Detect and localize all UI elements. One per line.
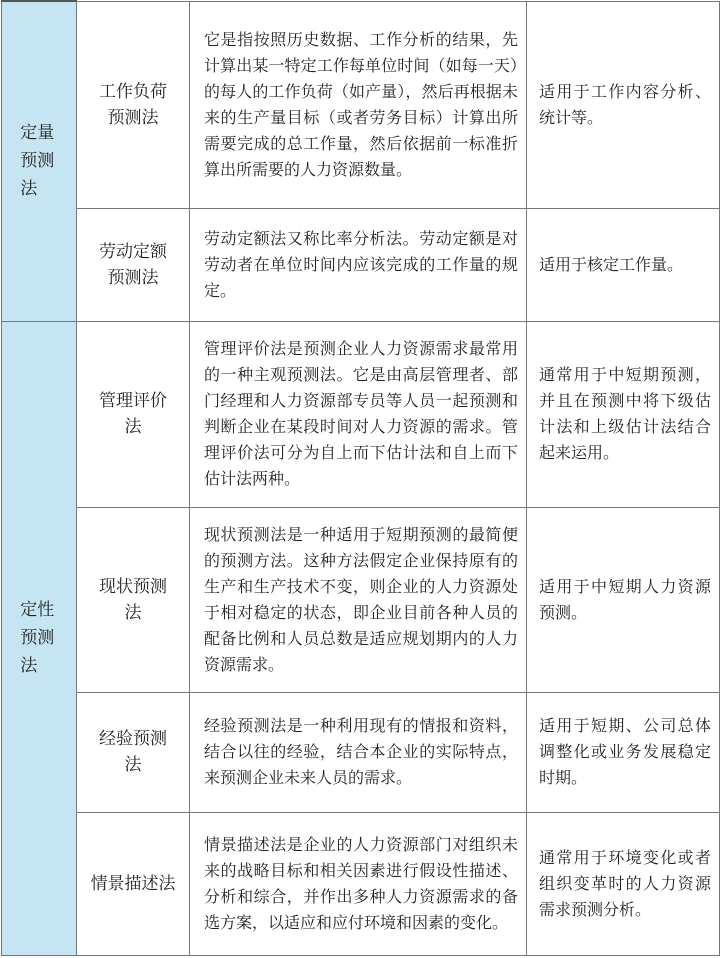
category-cell [2,321,77,955]
usage-cell: 适用于核定工作量。 [527,208,720,321]
method-name: 劳动定额预测法 [98,241,167,288]
table-row [2,321,720,507]
method-name-cell [77,812,190,955]
category-label: 定量预测法 [20,123,55,200]
usage-cell: 适用于工作内容分析、统计等。 [527,1,720,208]
method-name: 工作负荷预测法 [98,81,167,128]
forecast-methods-table [1,0,720,956]
category-cell [2,1,77,321]
table-row [2,208,720,321]
method-name-cell [77,507,190,692]
description-cell: 管理评价法是预测企业人力资源需求最常用的一种主观预测法。它是由高层管理者、部门经理和人力资源部专员等人员一起预测和判断企业在某段时间对人力资源的需求。管理评价法可分为自上而下估计法和自上而下估计法两种。 [190,321,527,507]
category-label: 定性预测法 [20,600,55,676]
table-row [2,692,720,812]
table-row [2,1,720,208]
method-name-cell [77,208,190,321]
table-row [2,812,720,955]
method-name-cell [77,321,190,507]
usage-cell: 适用于短期、公司总体调整化或业务发展稳定时期。 [527,692,720,812]
description-cell: 它是指按照历史数据、工作分析的结果，先计算出某一特定工作每单位时间（如每一天）的每人的工作负荷（如产量），然后再根据未来的生产量目标（或者劳务目标）计算出所需要完成的总工作量，然后依据前一标准折算出所需要的人力资源数量。 [190,1,527,208]
table-row [2,507,720,692]
method-name: 现状预测法 [98,576,167,623]
usage-cell: 通常用于中短期预测，并且在预测中将下级估计法和上级估计法结合起来运用。 [527,321,720,507]
description-cell: 劳动定额法又称比率分析法。劳动定额是对劳动者在单位时间内应该完成的工作量的规定。 [190,208,527,321]
method-name: 情景描述法 [90,873,176,894]
usage-cell: 适用于中短期人力资源预测。 [527,507,720,692]
description-cell: 经验预测法是一种利用现有的情报和资料，结合以往的经验，结合本企业的实际特点，来预测企业未来人员的需求。 [190,692,527,812]
method-name-cell [77,692,190,812]
method-name-cell [77,1,190,208]
method-name: 经验预测法 [98,729,167,775]
usage-cell: 通常用于环境变化或者组织变革时的人力资源需求预测分析。 [527,812,720,955]
description-cell: 现状预测法是一种适用于短期预测的最简便的预测方法。这种方法假定企业保持原有的生产和生产技术不变，则企业的人力资源处于相对稳定的状态，即企业目前各种人员的配备比例和人员总数是适应规划期内的人力资源需求。 [190,507,527,692]
method-name: 管理评价法 [98,391,167,437]
description-cell: 情景描述法是企业的人力资源部门对组织未来的战略目标和相关因素进行假设性描述、分析和综合，并作出多种人力资源需求的备选方案，以适应和应付环境和因素的变化。 [190,812,527,955]
